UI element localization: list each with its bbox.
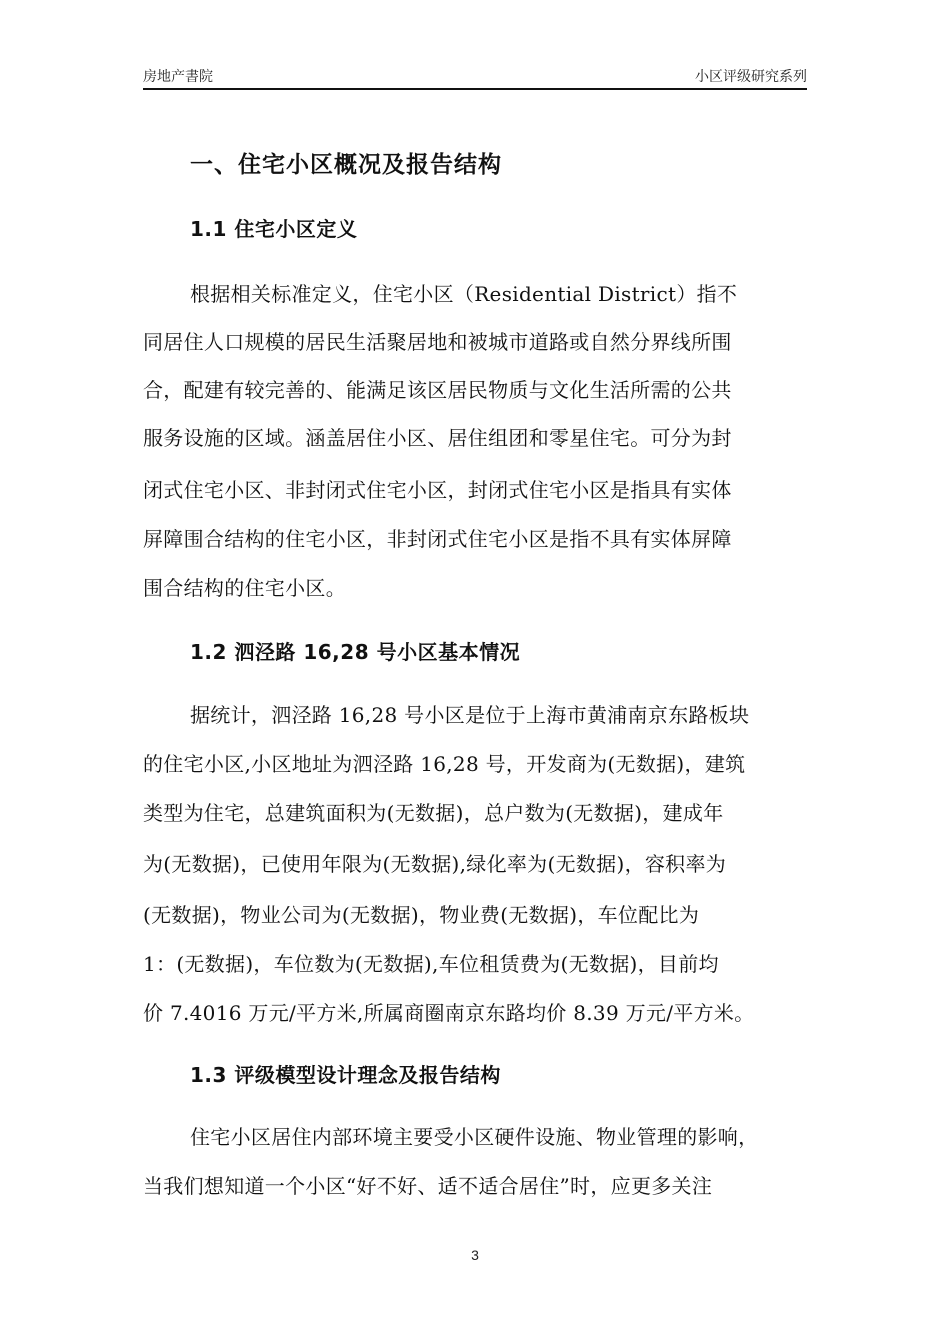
header-publisher: 房地产書院 <box>143 69 213 85</box>
paragraph-line: 围合结构的住宅小区。 <box>143 576 346 600</box>
chapter-title: 一、住宅小区概况及报告结构 <box>190 152 502 178</box>
paragraph-line: 住宅小区居住内部环境主要受小区硬件设施、物业管理的影响， <box>190 1125 759 1149</box>
paragraph-line: 同居住人口规模的居民生活聚居地和被城市道路或自然分界线所围 <box>143 330 732 354</box>
paragraph-line: 当我们想知道一个小区“好不好、适不适合居住”时，应更多关注 <box>143 1174 713 1198</box>
paragraph-line: 闭式住宅小区、非封闭式住宅小区，封闭式住宅小区是指具有实体 <box>143 478 732 502</box>
page-number: 3 <box>471 1247 479 1263</box>
paragraph-line: 合，配建有较完善的、能满足该区居民物质与文化生活所需的公共 <box>143 378 732 402</box>
paragraph-line: 屏障围合结构的住宅小区，非封闭式住宅小区是指不具有实体屏障 <box>143 527 732 551</box>
paragraph-line: 为(无数据)，已使用年限为(无数据),绿化率为(无数据)，容积率为 <box>143 852 727 876</box>
header-divider <box>143 88 807 90</box>
paragraph-line: 1：(无数据)，车位数为(无数据),车位租赁费为(无数据)，目前均 <box>143 952 719 976</box>
paragraph-line: 根据相关标准定义，住宅小区（Residential District）指不 <box>190 282 738 306</box>
paragraph-line: 的住宅小区,小区地址为泗泾路 16,28 号，开发商为(无数据)，建筑 <box>143 752 746 776</box>
paragraph-line: 类型为住宅，总建筑面积为(无数据)，总户数为(无数据)，建成年 <box>143 801 724 825</box>
paragraph-line: 服务设施的区域。涵盖居住小区、居住组团和零星住宅。可分为封 <box>143 426 732 450</box>
page-header <box>143 66 807 88</box>
section-heading-1-2: 1.2 泗泾路 16,28 号小区基本情况 <box>190 640 521 664</box>
paragraph-line: 价 7.4016 万元/平方米,所属商圈南京东路均价 8.39 万元/平方米。 <box>143 1001 755 1025</box>
section-heading-1-3: 1.3 评级模型设计理念及报告结构 <box>190 1063 501 1087</box>
paragraph-line: (无数据)，物业公司为(无数据)，物业费(无数据)，车位配比为 <box>143 903 700 927</box>
header-series-title: 小区评级研究系列 <box>695 69 807 85</box>
paragraph-line: 据统计，泗泾路 16,28 号小区是位于上海市黄浦南京东路板块 <box>190 703 750 727</box>
section-heading-1-1: 1.1 住宅小区定义 <box>190 217 358 241</box>
